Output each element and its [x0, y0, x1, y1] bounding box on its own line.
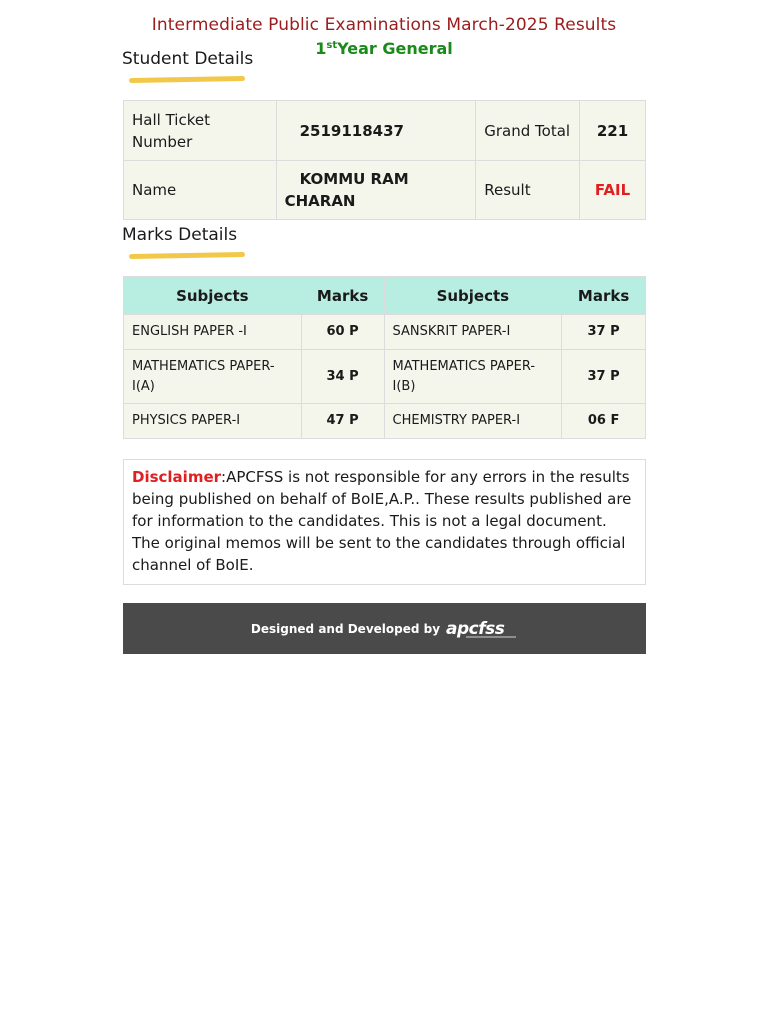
column-header-subjects: Subjects: [124, 277, 302, 315]
marks-cell: 37 P: [562, 315, 646, 350]
marks-cell: 34 P: [301, 350, 384, 404]
disclaimer-text: :APCFSS is not responsible for any errors in the results being published on behalf of BoIE,A.P.. These results published are for information to the candidates. This is not a legal document. The original memos will be sent to the candidates through official channel of BoIE.: [132, 468, 632, 574]
table-row: [124, 404, 646, 439]
marks-cell: 06 F: [562, 404, 646, 439]
student-details-underline: [129, 76, 245, 83]
result-label: Result: [476, 161, 580, 220]
year-subtitle: [0, 36, 768, 59]
table-row: [124, 350, 646, 404]
result-value: FAIL: [580, 161, 646, 220]
marks-details-underline: [129, 252, 245, 259]
student-details-title: Student Details: [122, 49, 254, 69]
marks-details-title: Marks Details: [122, 225, 238, 245]
column-header-marks: Marks: [562, 277, 646, 315]
student-name-value: KOMMU RAM CHARAN: [276, 161, 476, 220]
subject-cell: CHEMISTRY PAPER-I: [384, 404, 562, 439]
table-row: [124, 161, 646, 220]
footer-bar: [123, 603, 646, 654]
column-header-subjects: Subjects: [384, 277, 562, 315]
disclaimer-label: Disclaimer: [132, 468, 222, 486]
column-header-marks: Marks: [301, 277, 384, 315]
results-header: [0, 14, 768, 59]
name-label: Name: [124, 161, 277, 220]
table-row: [124, 315, 646, 350]
marks-header-row: [124, 277, 646, 315]
apcfss-logo-icon: [446, 619, 518, 639]
grand-total-label: Grand Total: [476, 101, 580, 161]
hall-ticket-label: Hall Ticket Number: [124, 101, 277, 161]
marks-cell: 60 P: [301, 315, 384, 350]
disclaimer-box: [123, 459, 646, 585]
subject-cell: SANSKRIT PAPER-I: [384, 315, 562, 350]
year-number: 1: [315, 39, 327, 58]
hall-ticket-value: 2519118437: [276, 101, 476, 161]
subject-cell: MATHEMATICS PAPER-I(A): [124, 350, 302, 404]
table-row: [124, 101, 646, 161]
year-group: Year General: [337, 39, 453, 58]
subject-cell: PHYSICS PAPER-I: [124, 404, 302, 439]
marks-cell: 47 P: [301, 404, 384, 439]
marks-table: [123, 276, 646, 439]
marks-cell: 37 P: [562, 350, 646, 404]
year-ordinal: st: [326, 40, 338, 51]
exam-title: Intermediate Public Examinations March-2025 Results: [151, 15, 617, 35]
svg-text:apcfss: apcfss: [446, 618, 505, 639]
subject-cell: MATHEMATICS PAPER-I(B): [384, 350, 562, 404]
subject-cell: ENGLISH PAPER -I: [124, 315, 302, 350]
student-details-table: [123, 100, 646, 220]
footer-credit-text: Designed and Developed by: [250, 621, 441, 636]
grand-total-value: 221: [580, 101, 646, 161]
